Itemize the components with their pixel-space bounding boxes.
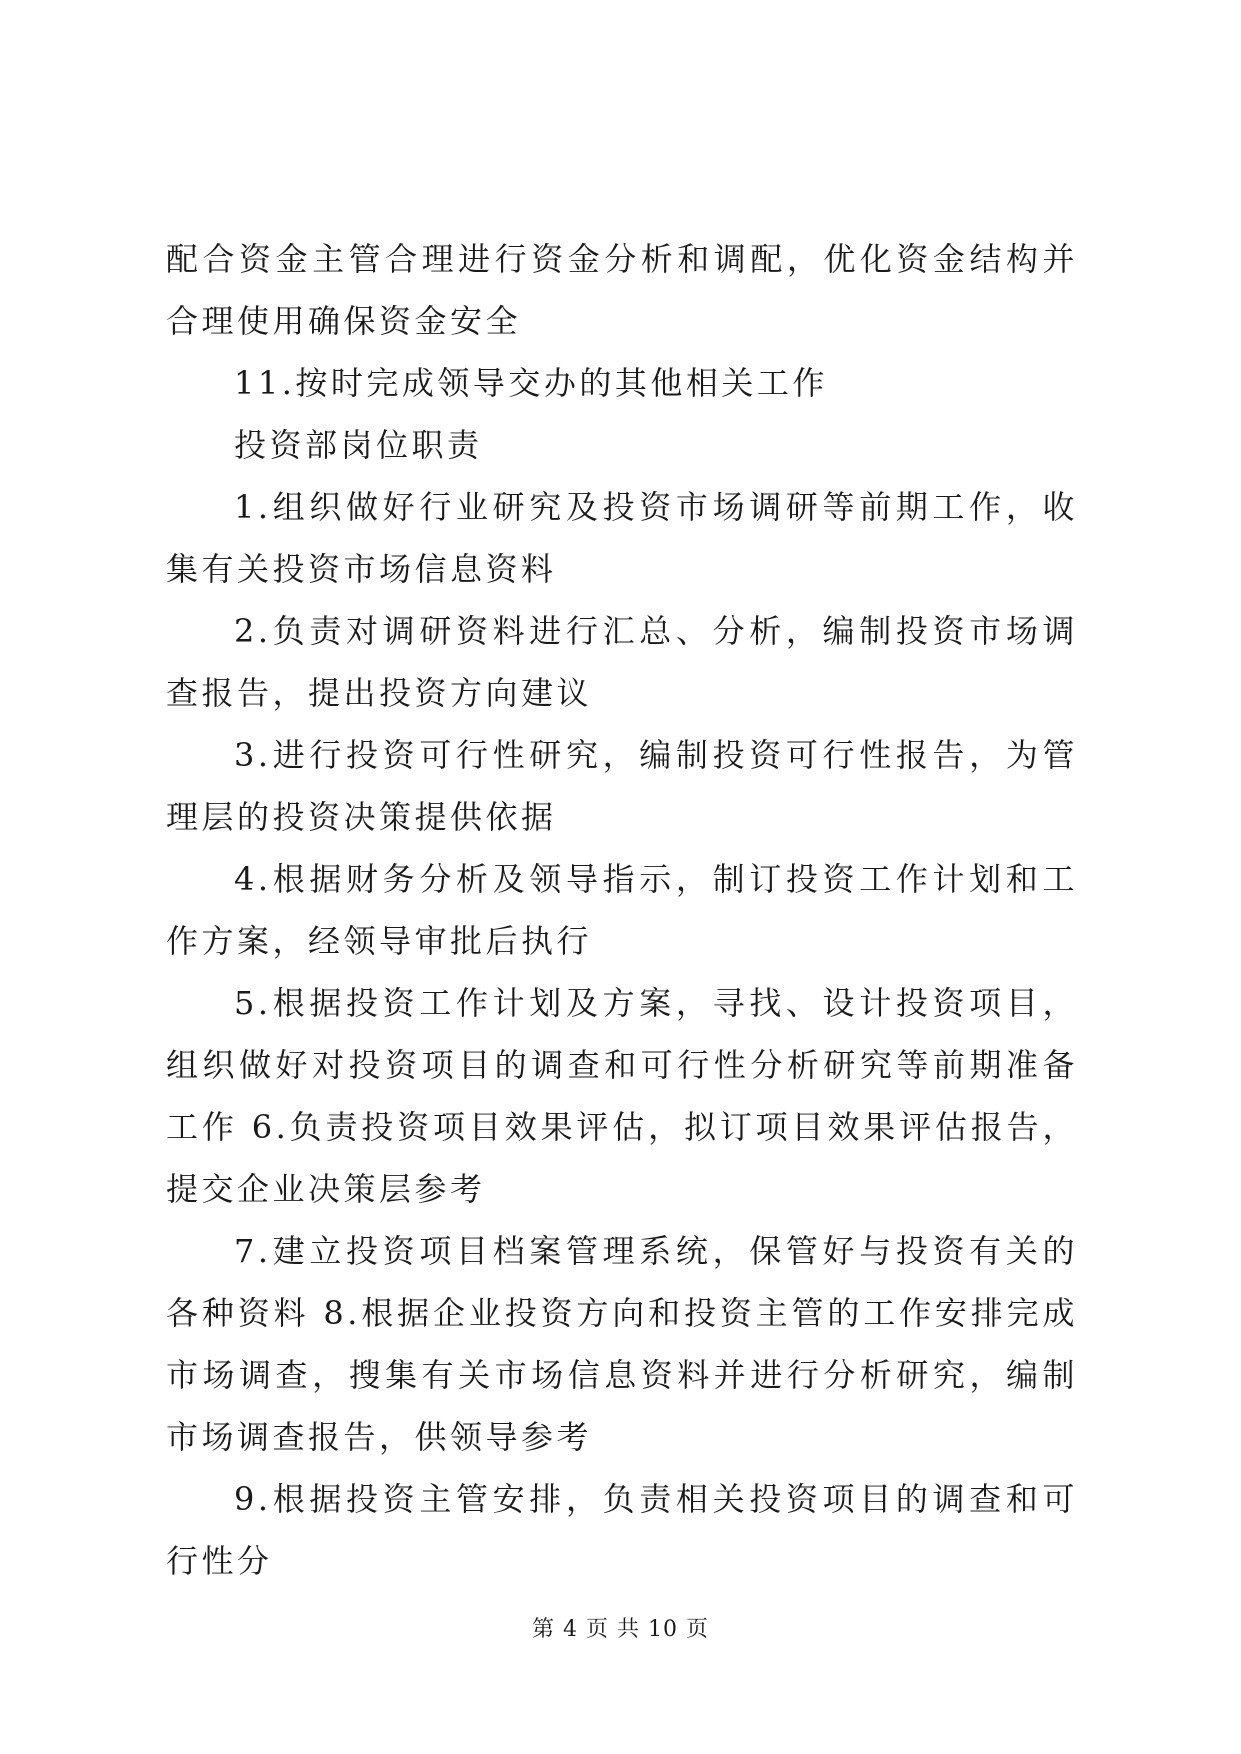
paragraph-4: 1.组织做好行业研究及投资市场调研等前期工作，收集有关投资市场信息资料	[166, 488, 1078, 588]
paragraph-10: 9.根据投资主管安排，负责相关投资项目的调查和可行性分	[166, 1480, 1078, 1580]
document-body	[166, 228, 1078, 1592]
page-footer: 第 4 页 共 10 页	[532, 1617, 709, 1642]
section-heading: 投资部岗位职责	[234, 426, 483, 464]
paragraph-2: 11.按时完成领导交办的其他相关工作	[234, 364, 828, 402]
paragraph-9: 7.建立投资项目档案管理系统，保管好与投资有关的各种资料 8.根据企业投资方向和投资主管的工作安排完成市场调查，搜集有关市场信息资料并进行分析研究，编制市场调查报告，供领导参考	[166, 1232, 1078, 1456]
paragraph-8: 5.根据投资工作计划及方案，寻找、设计投资项目，组织做好对投资项目的调查和可行性分析研究等前期准备工作 6.负责投资项目效果评估，拟订项目效果评估报告，提交企业决策层参考	[166, 984, 1078, 1208]
paragraph-1: 配合资金主管合理进行资金分析和调配，优化资金结构并合理使用确保资金安全	[166, 240, 1078, 340]
paragraph-5: 2.负责对调研资料进行汇总、分析，编制投资市场调查报告，提出投资方向建议	[166, 612, 1078, 712]
paragraph-7: 4.根据财务分析及领导指示，制订投资工作计划和工作方案，经领导审批后执行	[166, 860, 1078, 960]
paragraph-6: 3.进行投资可行性研究，编制投资可行性报告，为管理层的投资决策提供依据	[166, 736, 1078, 836]
